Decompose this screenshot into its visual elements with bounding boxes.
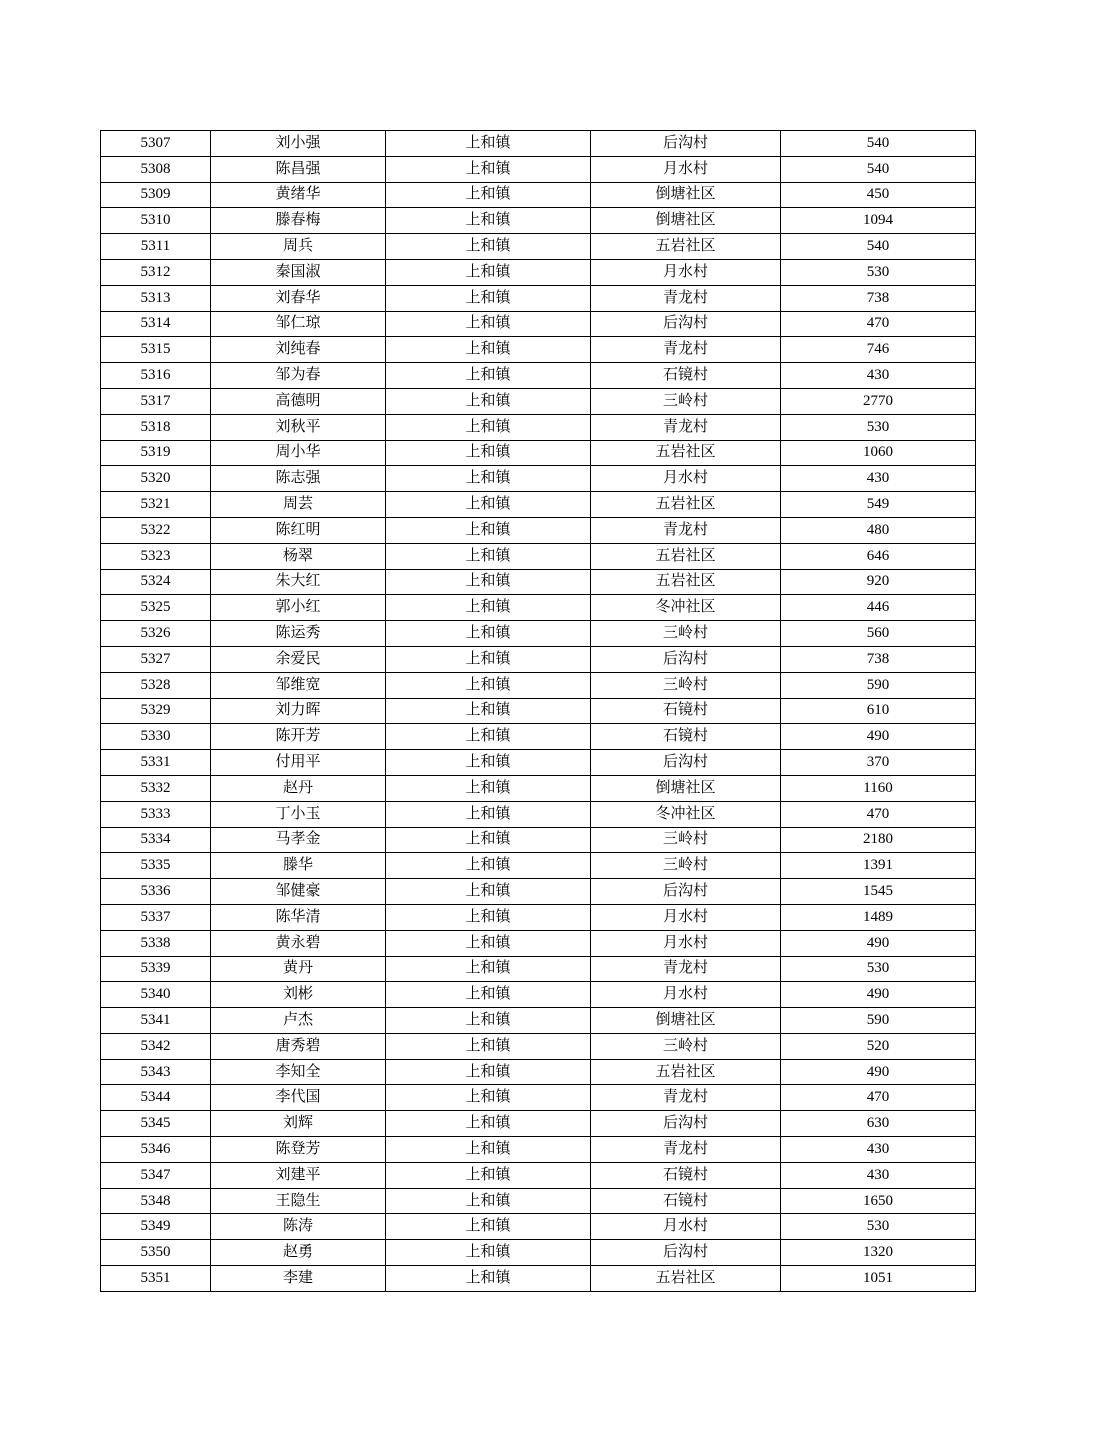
table-cell-id: 5343 [101,1059,211,1085]
table-cell-name: 丁小玉 [211,801,386,827]
table-row [101,1188,976,1214]
table-cell-town: 上和镇 [386,337,591,363]
table-cell-amount: 1650 [781,1188,976,1214]
table-cell-amount: 450 [781,182,976,208]
table-row [101,466,976,492]
table-row [101,595,976,621]
table-cell-village: 倒塘社区 [591,775,781,801]
table-cell-id: 5333 [101,801,211,827]
table-cell-town: 上和镇 [386,1266,591,1292]
table-cell-amount: 520 [781,1033,976,1059]
table-row [101,1214,976,1240]
table-cell-name: 刘建平 [211,1162,386,1188]
table-row [101,543,976,569]
table-cell-id: 5325 [101,595,211,621]
table-row [101,1137,976,1163]
table-cell-village: 后沟村 [591,311,781,337]
table-cell-town: 上和镇 [386,543,591,569]
table-cell-id: 5330 [101,724,211,750]
table-cell-amount: 430 [781,466,976,492]
table-cell-amount: 590 [781,672,976,698]
table-cell-id: 5323 [101,543,211,569]
table-cell-village: 月水村 [591,259,781,285]
table-cell-amount: 490 [781,982,976,1008]
table-cell-town: 上和镇 [386,904,591,930]
table-cell-village: 月水村 [591,904,781,930]
table-cell-town: 上和镇 [386,621,591,647]
table-cell-amount: 610 [781,698,976,724]
table-cell-name: 李建 [211,1266,386,1292]
table-cell-village: 石镜村 [591,724,781,750]
table-cell-name: 陈志强 [211,466,386,492]
table-cell-village: 后沟村 [591,646,781,672]
table-cell-id: 5345 [101,1111,211,1137]
table-cell-town: 上和镇 [386,311,591,337]
table-cell-id: 5309 [101,182,211,208]
table-cell-id: 5344 [101,1085,211,1111]
table-cell-name: 周芸 [211,492,386,518]
table-cell-name: 朱大红 [211,569,386,595]
table-cell-name: 刘秋平 [211,414,386,440]
table-cell-name: 李知全 [211,1059,386,1085]
table-cell-village: 三岭村 [591,621,781,647]
table-body [101,131,976,1292]
table-cell-village: 石镜村 [591,698,781,724]
table-cell-name: 周小华 [211,440,386,466]
table-cell-name: 陈昌强 [211,156,386,182]
table-cell-id: 5347 [101,1162,211,1188]
table-cell-village: 后沟村 [591,1111,781,1137]
table-row [101,311,976,337]
table-cell-name: 刘彬 [211,982,386,1008]
table-row [101,621,976,647]
table-cell-town: 上和镇 [386,930,591,956]
table-cell-village: 青龙村 [591,956,781,982]
table-cell-amount: 470 [781,1085,976,1111]
table-cell-amount: 746 [781,337,976,363]
table-row [101,646,976,672]
table-cell-name: 赵丹 [211,775,386,801]
table-cell-name: 刘纯春 [211,337,386,363]
table-cell-town: 上和镇 [386,724,591,750]
table-cell-village: 五岩社区 [591,1266,781,1292]
table-cell-town: 上和镇 [386,827,591,853]
table-row [101,1059,976,1085]
table-cell-town: 上和镇 [386,466,591,492]
table-cell-id: 5317 [101,388,211,414]
table-cell-town: 上和镇 [386,1240,591,1266]
table-cell-village: 五岩社区 [591,569,781,595]
table-cell-village: 青龙村 [591,414,781,440]
table-row [101,724,976,750]
table-cell-town: 上和镇 [386,156,591,182]
table-cell-amount: 549 [781,492,976,518]
table-cell-town: 上和镇 [386,775,591,801]
table-cell-name: 刘小强 [211,131,386,157]
table-cell-town: 上和镇 [386,1059,591,1085]
table-cell-id: 5312 [101,259,211,285]
table-cell-id: 5335 [101,853,211,879]
table-row [101,156,976,182]
table-cell-amount: 530 [781,956,976,982]
table-cell-name: 陈开芳 [211,724,386,750]
table-cell-amount: 480 [781,517,976,543]
table-cell-amount: 430 [781,1137,976,1163]
table-cell-amount: 560 [781,621,976,647]
table-row [101,775,976,801]
table-cell-amount: 530 [781,1214,976,1240]
table-cell-village: 冬冲社区 [591,801,781,827]
table-row [101,982,976,1008]
table-cell-id: 5327 [101,646,211,672]
table-row [101,208,976,234]
table-cell-name: 邹健豪 [211,879,386,905]
table-cell-amount: 540 [781,131,976,157]
table-cell-id: 5316 [101,363,211,389]
table-cell-id: 5342 [101,1033,211,1059]
table-cell-name: 唐秀碧 [211,1033,386,1059]
table-cell-amount: 530 [781,259,976,285]
table-row [101,440,976,466]
table-cell-id: 5310 [101,208,211,234]
table-cell-village: 三岭村 [591,672,781,698]
table-cell-village: 三岭村 [591,388,781,414]
table-cell-amount: 430 [781,363,976,389]
table-cell-name: 郭小红 [211,595,386,621]
table-cell-town: 上和镇 [386,1162,591,1188]
table-cell-name: 高德明 [211,388,386,414]
table-cell-id: 5324 [101,569,211,595]
table-cell-amount: 490 [781,1059,976,1085]
table-cell-id: 5319 [101,440,211,466]
table-cell-id: 5322 [101,517,211,543]
table-cell-village: 月水村 [591,1214,781,1240]
table-cell-town: 上和镇 [386,517,591,543]
table-cell-id: 5315 [101,337,211,363]
table-cell-name: 赵勇 [211,1240,386,1266]
table-cell-town: 上和镇 [386,672,591,698]
table-cell-town: 上和镇 [386,569,591,595]
table-cell-amount: 630 [781,1111,976,1137]
table-row [101,1111,976,1137]
table-cell-name: 黄绪华 [211,182,386,208]
table-cell-id: 5350 [101,1240,211,1266]
table-cell-amount: 490 [781,724,976,750]
table-cell-amount: 1051 [781,1266,976,1292]
table-cell-name: 陈华清 [211,904,386,930]
table-cell-amount: 738 [781,646,976,672]
table-cell-village: 五岩社区 [591,1059,781,1085]
table-cell-village: 石镜村 [591,1162,781,1188]
table-row [101,1162,976,1188]
table-cell-name: 马孝金 [211,827,386,853]
table-cell-amount: 430 [781,1162,976,1188]
table-cell-id: 5308 [101,156,211,182]
table-row [101,930,976,956]
table-cell-town: 上和镇 [386,259,591,285]
table-row [101,827,976,853]
table-cell-amount: 446 [781,595,976,621]
table-cell-village: 后沟村 [591,879,781,905]
table-cell-name: 陈涛 [211,1214,386,1240]
table-cell-id: 5326 [101,621,211,647]
table-row [101,1085,976,1111]
table-cell-village: 月水村 [591,466,781,492]
table-cell-village: 五岩社区 [591,234,781,260]
table-cell-town: 上和镇 [386,1188,591,1214]
table-cell-town: 上和镇 [386,440,591,466]
table-cell-name: 李代国 [211,1085,386,1111]
table-cell-town: 上和镇 [386,879,591,905]
table-cell-town: 上和镇 [386,208,591,234]
table-row [101,388,976,414]
table-row [101,285,976,311]
table-row [101,698,976,724]
table-cell-town: 上和镇 [386,1008,591,1034]
table-cell-name: 周兵 [211,234,386,260]
table-cell-amount: 646 [781,543,976,569]
table-cell-village: 青龙村 [591,285,781,311]
table-cell-amount: 590 [781,1008,976,1034]
table-cell-village: 五岩社区 [591,492,781,518]
table-cell-name: 卢杰 [211,1008,386,1034]
table-cell-amount: 470 [781,311,976,337]
table-row [101,182,976,208]
document-page [100,130,975,1292]
table-cell-name: 滕春梅 [211,208,386,234]
table-row [101,1008,976,1034]
table-cell-village: 石镜村 [591,363,781,389]
table-cell-town: 上和镇 [386,1033,591,1059]
table-cell-name: 杨翠 [211,543,386,569]
table-cell-amount: 1060 [781,440,976,466]
table-cell-amount: 540 [781,156,976,182]
table-cell-id: 5318 [101,414,211,440]
table-cell-village: 三岭村 [591,1033,781,1059]
table-row [101,234,976,260]
table-cell-id: 5351 [101,1266,211,1292]
table-row [101,801,976,827]
table-cell-village: 后沟村 [591,750,781,776]
table-row [101,131,976,157]
table-cell-id: 5341 [101,1008,211,1034]
table-cell-village: 青龙村 [591,337,781,363]
table-cell-village: 冬冲社区 [591,595,781,621]
table-cell-id: 5349 [101,1214,211,1240]
table-cell-town: 上和镇 [386,182,591,208]
table-cell-name: 邹维宽 [211,672,386,698]
table-row [101,1033,976,1059]
table-row [101,879,976,905]
records-table [100,130,976,1292]
table-cell-village: 五岩社区 [591,440,781,466]
table-cell-town: 上和镇 [386,853,591,879]
table-cell-id: 5346 [101,1137,211,1163]
table-cell-town: 上和镇 [386,1214,591,1240]
table-cell-village: 月水村 [591,156,781,182]
table-cell-id: 5320 [101,466,211,492]
table-cell-id: 5329 [101,698,211,724]
table-cell-village: 后沟村 [591,1240,781,1266]
table-cell-village: 青龙村 [591,517,781,543]
table-cell-village: 三岭村 [591,853,781,879]
table-cell-town: 上和镇 [386,234,591,260]
table-cell-amount: 1094 [781,208,976,234]
table-cell-amount: 1545 [781,879,976,905]
table-cell-village: 倒塘社区 [591,1008,781,1034]
table-row [101,672,976,698]
table-cell-amount: 1391 [781,853,976,879]
table-row [101,956,976,982]
table-cell-town: 上和镇 [386,750,591,776]
table-cell-id: 5336 [101,879,211,905]
table-cell-id: 5334 [101,827,211,853]
table-cell-name: 刘春华 [211,285,386,311]
table-cell-id: 5337 [101,904,211,930]
table-cell-name: 黄丹 [211,956,386,982]
table-cell-amount: 1320 [781,1240,976,1266]
table-cell-name: 陈运秀 [211,621,386,647]
table-cell-id: 5331 [101,750,211,776]
table-cell-amount: 370 [781,750,976,776]
table-cell-amount: 920 [781,569,976,595]
table-cell-town: 上和镇 [386,1137,591,1163]
table-cell-id: 5332 [101,775,211,801]
table-cell-name: 余爱民 [211,646,386,672]
table-cell-amount: 1489 [781,904,976,930]
table-cell-name: 邹为春 [211,363,386,389]
table-cell-town: 上和镇 [386,131,591,157]
table-cell-id: 5340 [101,982,211,1008]
table-cell-town: 上和镇 [386,646,591,672]
table-cell-amount: 530 [781,414,976,440]
table-cell-amount: 540 [781,234,976,260]
table-cell-town: 上和镇 [386,595,591,621]
table-row [101,853,976,879]
table-cell-name: 王隐生 [211,1188,386,1214]
table-cell-id: 5313 [101,285,211,311]
table-cell-id: 5311 [101,234,211,260]
table-cell-name: 陈红明 [211,517,386,543]
table-cell-id: 5314 [101,311,211,337]
table-cell-town: 上和镇 [386,414,591,440]
table-cell-village: 三岭村 [591,827,781,853]
table-cell-name: 滕华 [211,853,386,879]
table-cell-village: 石镜村 [591,1188,781,1214]
table-cell-village: 倒塘社区 [591,182,781,208]
table-cell-name: 刘力晖 [211,698,386,724]
table-cell-town: 上和镇 [386,492,591,518]
table-cell-name: 陈登芳 [211,1137,386,1163]
table-cell-town: 上和镇 [386,1111,591,1137]
table-cell-id: 5321 [101,492,211,518]
table-row [101,259,976,285]
table-cell-id: 5328 [101,672,211,698]
table-cell-town: 上和镇 [386,285,591,311]
table-row [101,363,976,389]
table-cell-village: 青龙村 [591,1137,781,1163]
table-cell-town: 上和镇 [386,1085,591,1111]
table-cell-town: 上和镇 [386,698,591,724]
table-row [101,337,976,363]
table-cell-name: 黄永碧 [211,930,386,956]
table-cell-town: 上和镇 [386,388,591,414]
table-cell-id: 5307 [101,131,211,157]
table-cell-amount: 470 [781,801,976,827]
table-row [101,1266,976,1292]
table-row [101,569,976,595]
table-cell-village: 青龙村 [591,1085,781,1111]
table-cell-name: 邹仁琼 [211,311,386,337]
table-cell-amount: 490 [781,930,976,956]
table-row [101,492,976,518]
table-cell-village: 后沟村 [591,131,781,157]
table-cell-amount: 2770 [781,388,976,414]
table-cell-town: 上和镇 [386,982,591,1008]
table-cell-amount: 738 [781,285,976,311]
table-cell-village: 五岩社区 [591,543,781,569]
table-row [101,904,976,930]
table-cell-village: 月水村 [591,930,781,956]
table-row [101,1240,976,1266]
table-cell-id: 5338 [101,930,211,956]
table-row [101,750,976,776]
table-cell-village: 月水村 [591,982,781,1008]
table-cell-name: 刘辉 [211,1111,386,1137]
table-cell-village: 倒塘社区 [591,208,781,234]
table-cell-town: 上和镇 [386,363,591,389]
table-cell-name: 付用平 [211,750,386,776]
table-cell-town: 上和镇 [386,956,591,982]
table-cell-town: 上和镇 [386,801,591,827]
table-cell-id: 5339 [101,956,211,982]
table-cell-id: 5348 [101,1188,211,1214]
table-cell-name: 秦国淑 [211,259,386,285]
table-cell-amount: 1160 [781,775,976,801]
table-row [101,517,976,543]
table-cell-amount: 2180 [781,827,976,853]
table-row [101,414,976,440]
